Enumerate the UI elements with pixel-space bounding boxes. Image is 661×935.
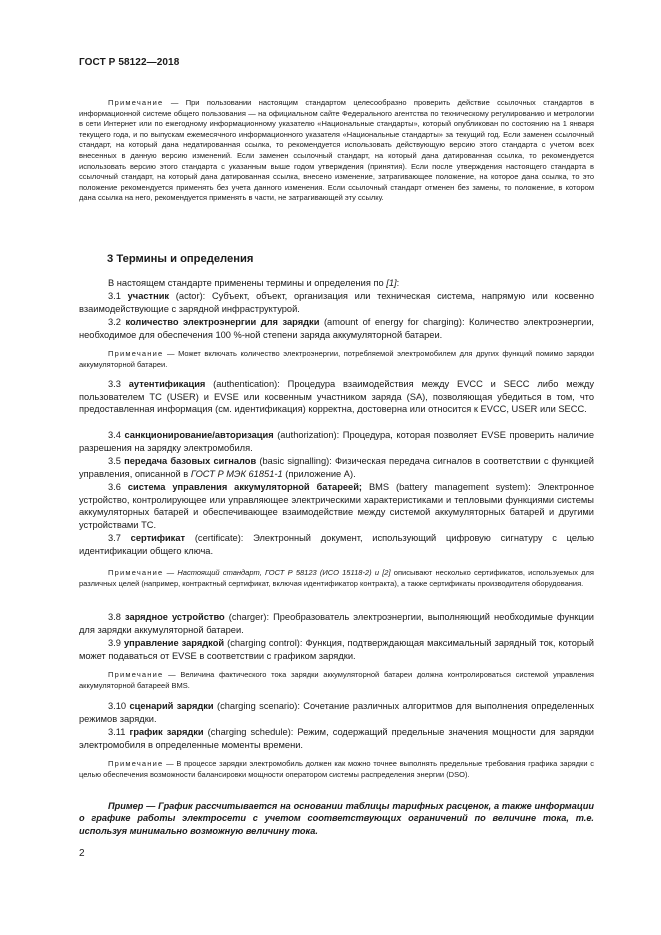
term-name: зарядное устройство [124,612,225,622]
term-name: система управления аккумуляторной батареей; [127,482,363,492]
term-name: передача базовых сигналов [124,456,257,466]
note-label: Примечание [108,98,164,107]
term-3-7: 3.7 сертификат (certificate): Электронный документ, использующий цифровую сигнатуру с целью идентификации общего ключа. [79,533,594,556]
document-header: ГОСТ Р 58122—2018 [79,57,180,68]
term-3-10: 3.10 сценарий зарядки (charging scenario): Сочетание различных алгоритмов для выполнения определенных режимов зарядки. [79,701,594,724]
terms-intro: В настоящем стандарте применены термины и определения по [1]: [108,278,400,288]
note-3-11: Примечание — В процессе зарядки электромобиль должен как можно точнее выполнять предельные требования графика зарядки с целью обеспечения возможности балансировки мощности оператором системы распределения энергии (DSO). [79,759,595,779]
page-number: 2 [79,848,85,859]
note-3-9: Примечание — Величина фактического тока зарядки аккумуляторной батареи должна контролироваться системой управления аккумуляторной батареей BMS. [79,670,594,690]
note-3-7: Примечание — Настоящий стандарт, ГОСТ Р 58123 (ИСО 15118-2) и [2] описывают несколько сертификатов, используемых для различных целей (например, контрактный сертификат, включая идентификатор контракта), а также сертификаты производителя оборудования. [79,568,594,588]
note-text: — При пользовании настоящим стандартом целесообразно проверить действие ссылочных стандартов в информационной системе общего пользования — на официальном сайте Федерального агентства по техническому регулированию и метрологии в сети Интернет или по ежегодному информационному указателю «Национальные стандарты», который опубликован по состоянию на 1 января текущего года, и по выпускам ежемесячного информационного указателя «Национальные стандарты» за текущий год. Если заменен ссылочный стандарт, на который дана недатированная ссылка, то рекомендуется использовать действующую версию этого стандарта с учетом всех внесенных в данную версию изменений. Если заменен ссылочный стандарт, на который дана датированная ссылка, то рекомендуется использовать версию этого стандарта с указанным выше годом утверждения (принятия). Если после утверждения настоящего стандарта в ссылочный стандарт, на который дана датированная ссылка, внесено изменение, затрагивающее положение, на которое дана ссылка, то это положение рекомендуется применять без учета данного изменения. Если ссылочный стандарт отменен без замены, то положение, в котором дана ссылка на него, рекомендуется применять в части, не затрагивающей эту ссылку. [79,98,594,203]
note-3-2: Примечание — Может включать количество электроэнергии, потребляемой электромобилем для других функций помимо зарядки аккумуляторной батареи. [79,349,594,369]
term-3-2: 3.2 количество электроэнергии для зарядки (amount of energy for charging): Количество электроэнергии, необходимое для обеспечения 100 %-ной степени заряда аккумуляторной батареи. [79,317,594,340]
note-references [79,98,594,204]
term-3-4: 3.4 санкционирование/авторизация (authorization): Процедура, которая позволяет EVSE проверить наличие разрешения на зарядку электромобиля. [79,430,594,453]
term-3-3: 3.3 аутентификация (authentication): Процедура взаимодействия между EVCC и SECC либо между пользователем ТС (USER) и EVSE или косвенным участником заряда (SA), позволяющая убедиться в том, что предоставленная информация (см. идентификация) корректна, достоверна или относится к EVCC, USER или SECC. [79,379,594,415]
term-name: санкционирование/авторизация [124,430,274,440]
term-name: график зарядки [129,727,204,737]
term-name: сценарий зарядки [129,701,214,711]
term-name: сертификат [130,533,186,543]
term-name: аутентификация [128,379,206,389]
term-3-6: 3.6 система управления аккумуляторной батареей; BMS (battery management system): Электронное устройство, контролирующее или управляющее электрическими характеристиками и тепловыми функциями системы аккумуляторных батарей и обеспечивающее взаимодействие между системой аккумуляторных батарей и другими устройствами ТС. [79,482,594,531]
term-3-8: 3.8 зарядное устройство (charger): Преобразователь электроэнергии, выполняющий необходимые функции для зарядки аккумуляторной батареи. [79,612,594,635]
term-3-9: 3.9 управление зарядкой (charging control): Функция, подтверждающая максимальный зарядный ток, который может подаваться от EVSE в соответствии с графиком зарядки. [79,638,594,661]
term-name: управление зарядкой [123,638,225,648]
term-3-11: 3.11 график зарядки (charging schedule): Режим, содержащий предельные значения мощности для зарядки электромобиля в определенные моменты времени. [79,727,594,750]
term-3-1: 3.1 участник (actor): Субъект, объект, организация или техническая система, напрямую или косвенно взаимодействующие с зарядной инфраструктурой. [79,291,595,314]
term-3-5: 3.5 передача базовых сигналов (basic signalling): Физическая передача сигналов в соответствии с функцией управления, описанной в ГОСТ Р МЭК 61851-1 (приложение А). [79,456,594,479]
term-name: количество электроэнергии для зарядки [125,317,320,327]
section-title: 3 Термины и определения [107,253,254,265]
term-name: участник [127,291,170,301]
example-paragraph: Пример — График рассчитывается на основании таблицы тарифных расценок, а также информации о графике работы электросети с учетом соответствующих ограничений по величине тока, т.е. используя минимально возможную величину тока. [79,801,594,836]
